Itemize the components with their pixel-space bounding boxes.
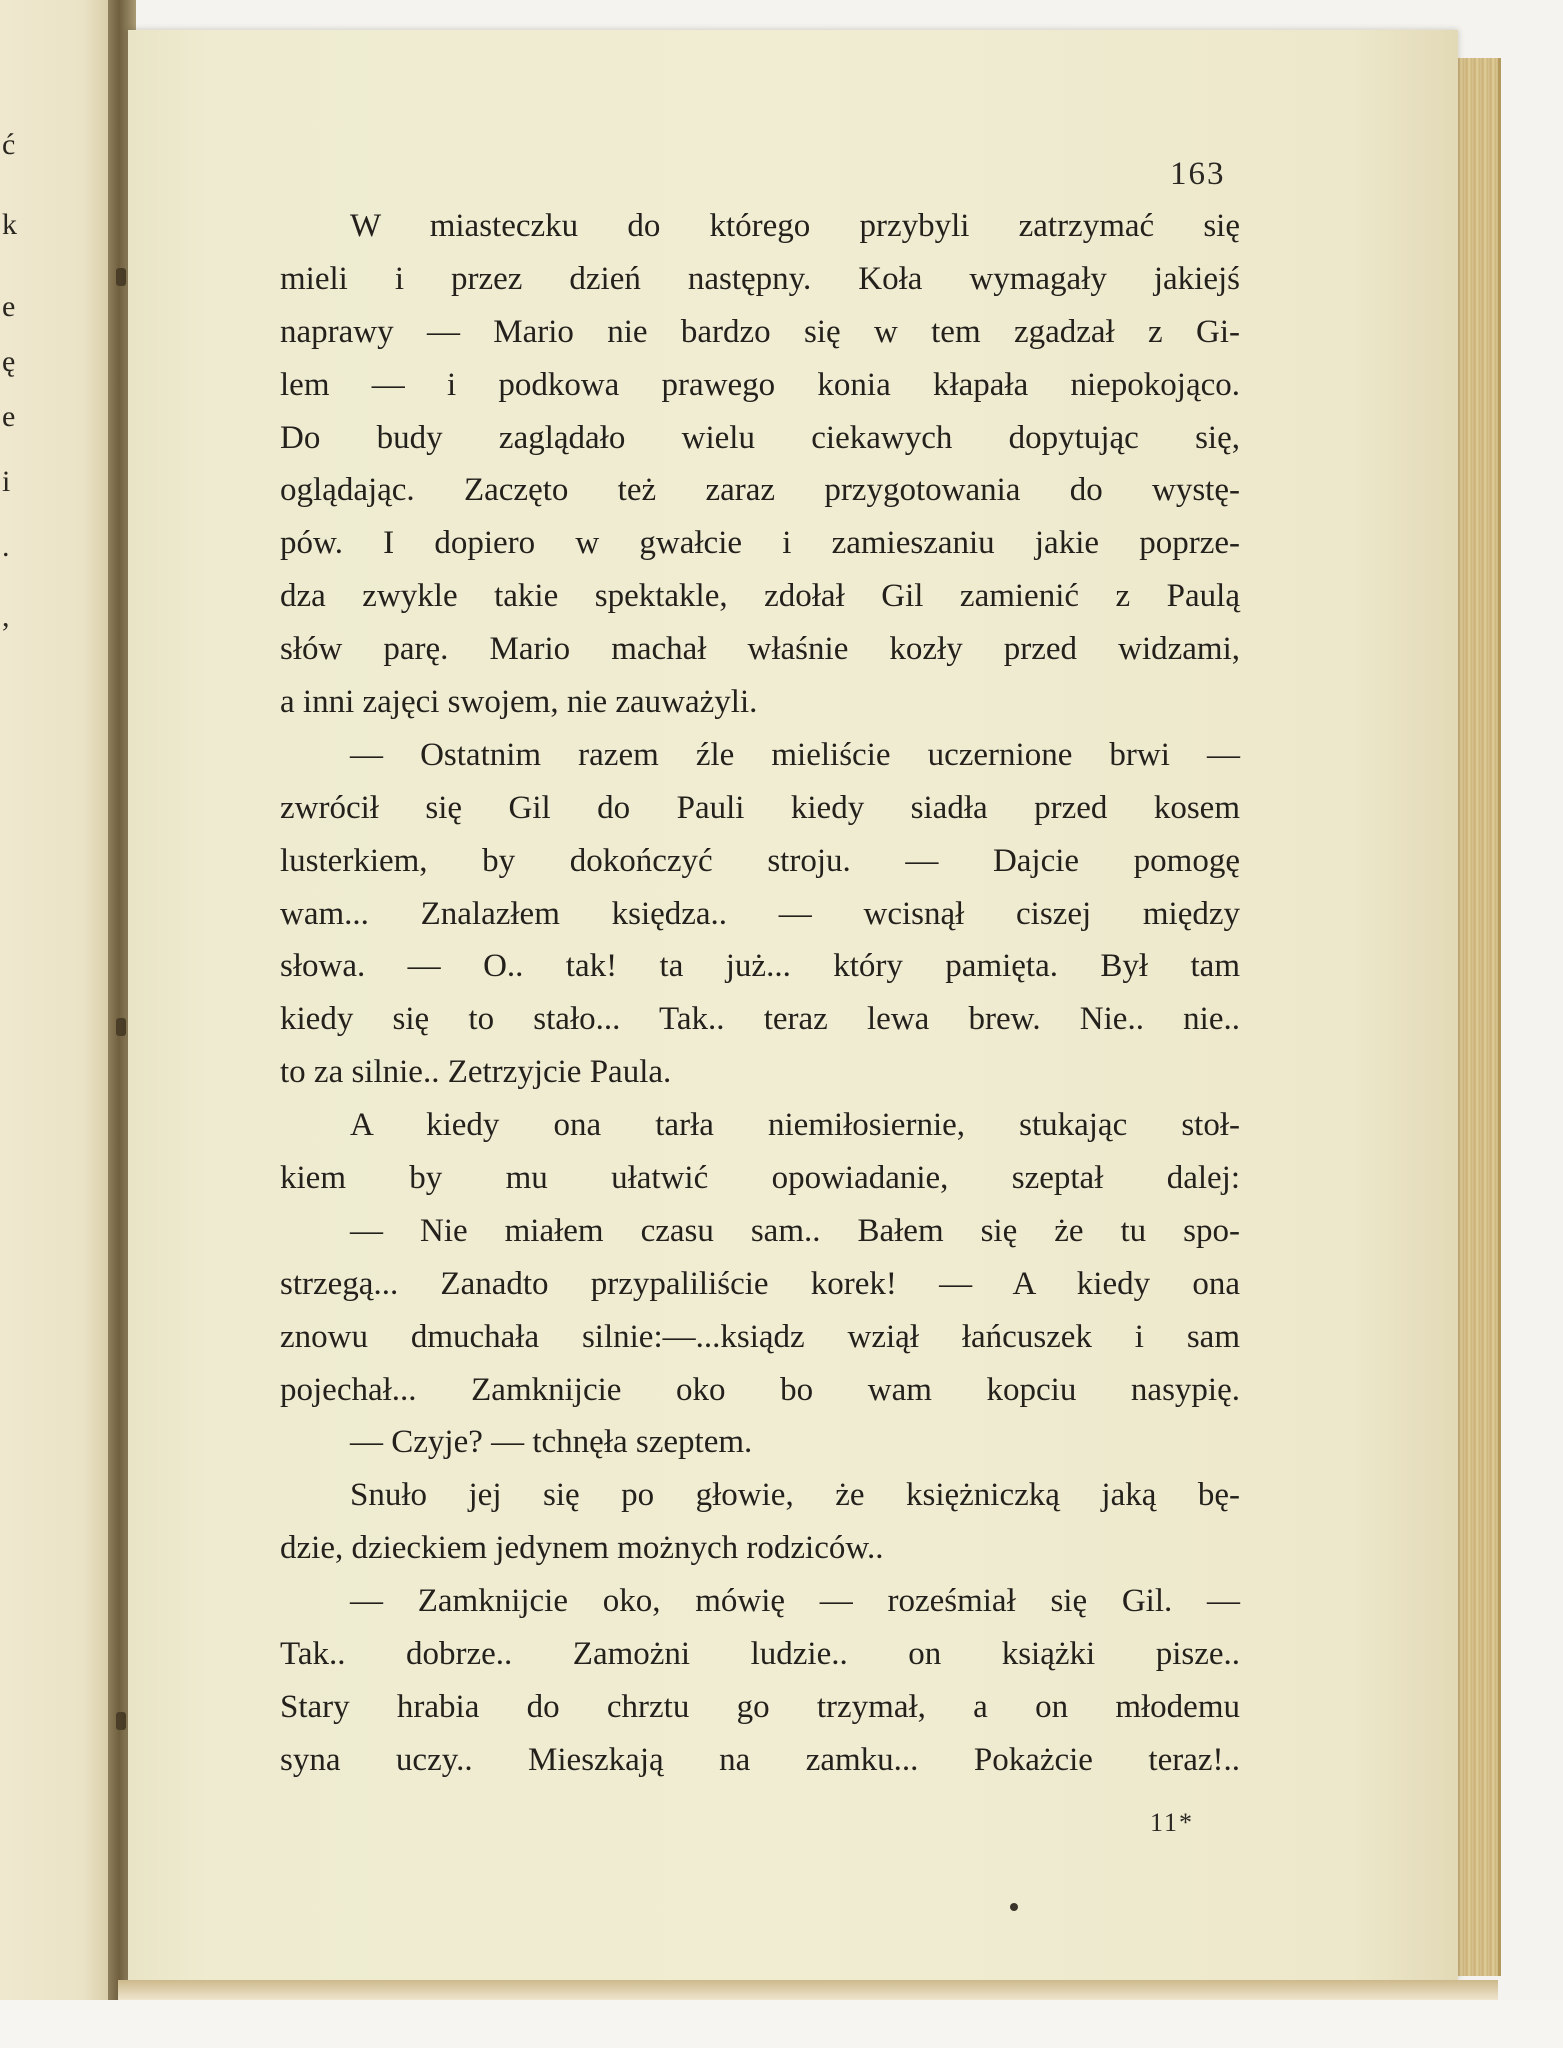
text-line: naprawy — Mario nie bardzo się w tem zgadzał z Gi-	[280, 313, 1240, 350]
text-line: Tak.. dobrze.. Zamożni ludzie.. on książki pisze..	[280, 1636, 1240, 1673]
background-surface	[0, 2000, 1563, 2048]
text-line: kiem by mu ułatwić opowiadanie, szeptał dalej:	[280, 1160, 1240, 1197]
text-line: lem — i podkowa prawego konia kłapała niepokojąco.	[280, 366, 1240, 403]
text-line: — Czyje? — tchnęła szeptem.	[350, 1424, 753, 1461]
cover-edge	[118, 1980, 1498, 2000]
text-line: pów. I dopiero w gwałcie i zamieszaniu jakie poprze-	[280, 525, 1240, 562]
text-line: A kiedy ona tarła niemiłosiernie, stukając stoł-	[350, 1107, 1240, 1144]
text-line: syna uczy.. Mieszkają na zamku... Pokażcie teraz!..	[280, 1741, 1240, 1778]
facing-page-letter: .	[2, 530, 10, 563]
text-line: — Ostatnim razem źle mieliście uczernione brwi —	[350, 736, 1240, 773]
binding-stitch	[116, 268, 126, 286]
text-line: znowu dmuchała silnie:—...ksiądz wziął łańcuszek i sam	[280, 1318, 1240, 1355]
text-line: Do budy zaglądało wielu ciekawych dopytując się,	[280, 419, 1240, 456]
facing-page-letter: ę	[2, 345, 16, 378]
text-line: Snuło jej się po głowie, że księżniczką jaką bę-	[350, 1477, 1240, 1514]
text-line: oglądając. Zaczęto też zaraz przygotowania do wystę-	[280, 472, 1240, 509]
body-text	[280, 200, 1240, 1787]
text-line: wam... Znalazłem księdza.. — wcisnął ciszej między	[280, 895, 1240, 932]
binding-stitch	[116, 1018, 126, 1036]
binding-stitch	[116, 1712, 126, 1730]
text-line: dzie, dzieckiem jedynem możnych rodziców..	[280, 1530, 884, 1567]
text-line: to za silnie.. Zetrzyjcie Paula.	[280, 1054, 672, 1091]
facing-page-letter: ć	[2, 128, 16, 161]
text-line: — Nie miałem czasu sam.. Bałem się że tu spo-	[350, 1212, 1240, 1249]
facing-page-strip	[0, 0, 118, 2048]
text-line: zwrócił się Gil do Pauli kiedy siadła przed kosem	[280, 789, 1240, 826]
text-line: W miasteczku do którego przybyli zatrzymać się	[350, 208, 1240, 244]
signature-mark: 11*	[1150, 1808, 1195, 1837]
facing-page-letter: i	[2, 465, 11, 498]
text-line: strzegą... Zanadto przypaliliście korek! — A kiedy ona	[280, 1265, 1240, 1302]
facing-page-letter: ,	[2, 600, 10, 633]
facing-page-letter: e	[2, 400, 16, 433]
text-line: dza zwykle takie spektakle, zdołał Gil zamienić z Paulą	[280, 578, 1240, 615]
facing-page-letter: k	[2, 208, 17, 241]
page-number: 163	[1170, 156, 1226, 192]
text-line: pojechał... Zamknijcie oko bo wam kopciu nasypię.	[280, 1371, 1240, 1408]
text-line: — Zamknijcie oko, mówię — roześmiał się Gil. —	[350, 1583, 1240, 1620]
text-line: słów parę. Mario machał właśnie kozły przed widzami,	[280, 631, 1240, 668]
text-line: mieli i przez dzień następny. Koła wymagały jakiejś	[280, 260, 1240, 297]
text-line: kiedy się to stało... Tak.. teraz lewa brew. Nie.. nie..	[280, 1001, 1240, 1038]
text-line: lusterkiem, by dokończyć stroju. — Dajcie pomogę	[280, 842, 1240, 879]
text-line: słowa. — O.. tak! ta już... który pamięta. Był tam	[280, 948, 1240, 985]
text-line: Stary hrabia do chrztu go trzymał, a on młodemu	[280, 1688, 1240, 1725]
ink-dot	[1010, 1903, 1018, 1911]
facing-page-letter: e	[2, 290, 16, 323]
text-line: a inni zajęci swojem, nie zauważyli.	[280, 684, 758, 721]
